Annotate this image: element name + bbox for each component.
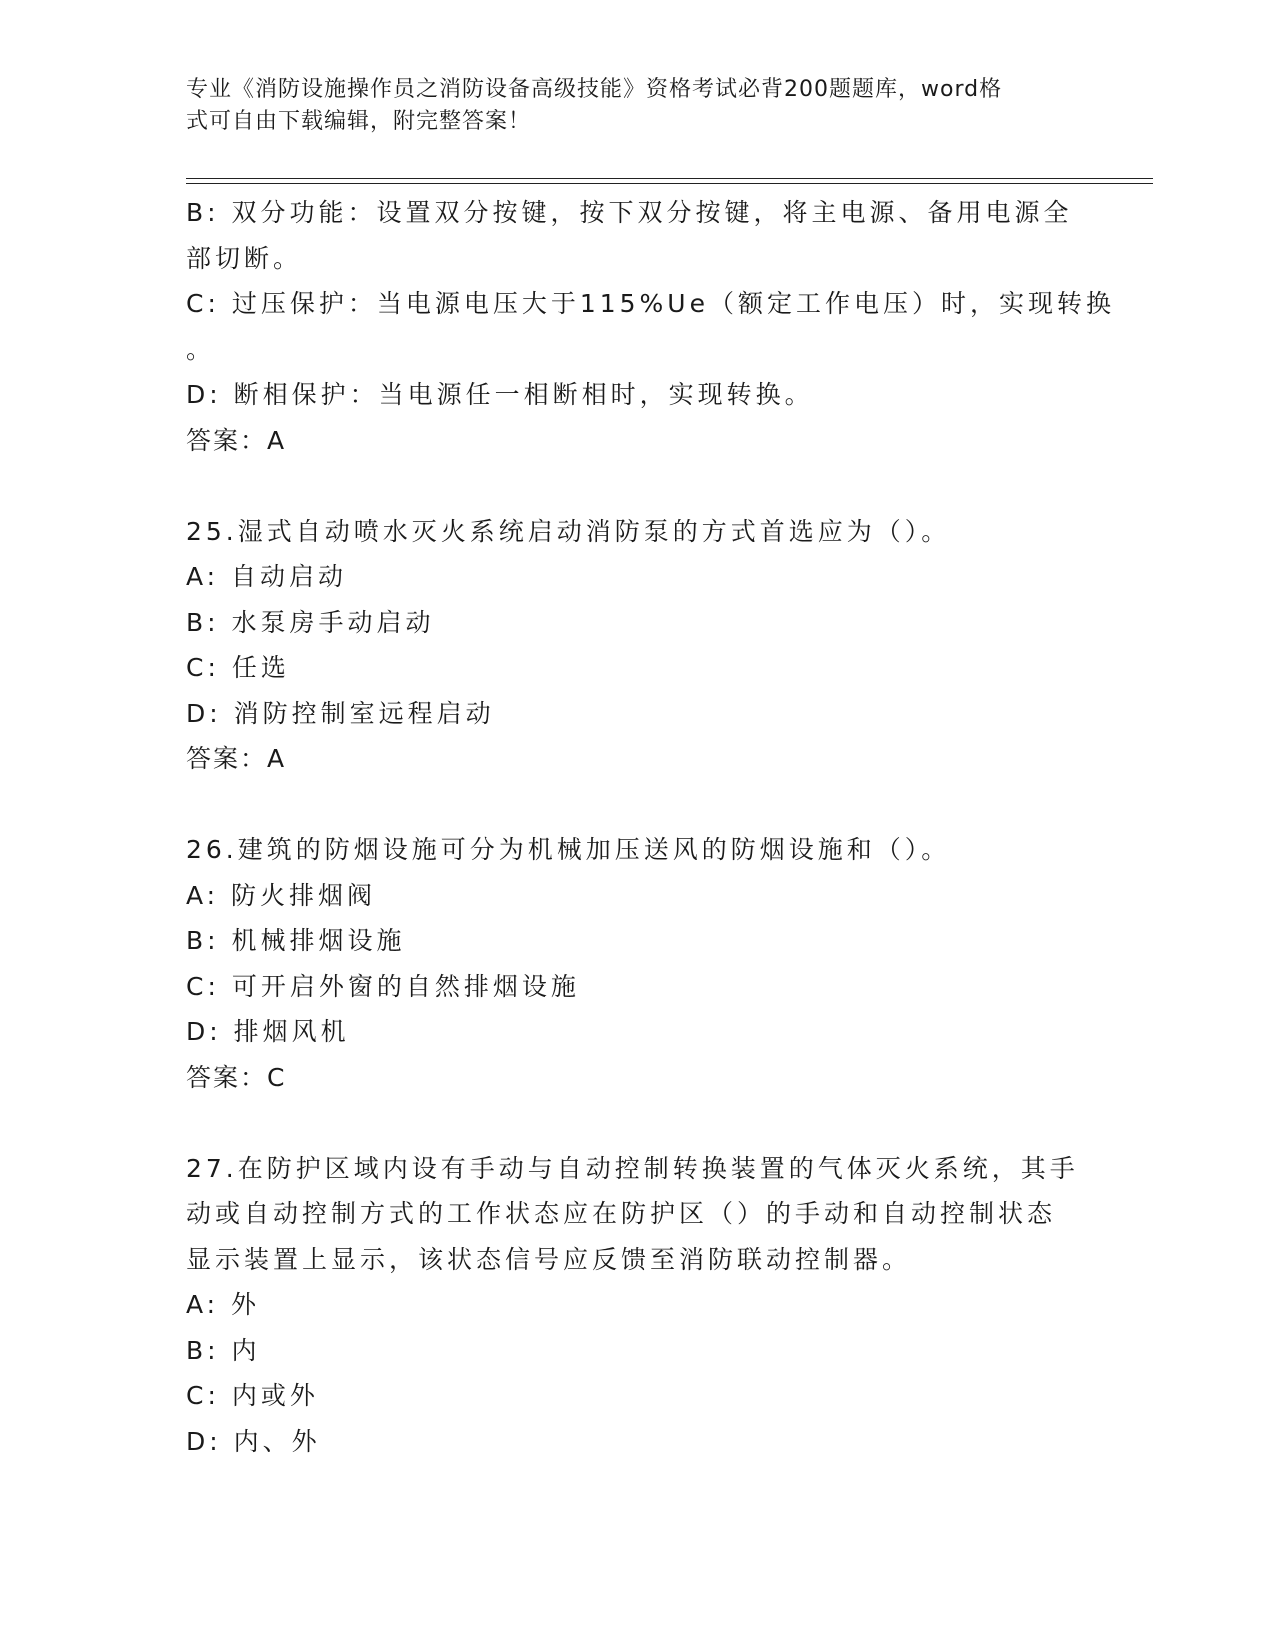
option-b: B: 内	[186, 1335, 261, 1365]
question-27	[186, 1146, 1086, 1465]
option-d: D: 断相保护：当电源任一相断相时，实现转换。	[186, 380, 814, 409]
option-c: C: 任选	[186, 653, 290, 682]
header-line-1: 专业《消防设施操作员之消防设备高级技能》资格考试必背200题题库，word格	[186, 77, 1003, 102]
option-b-line-1: B: 双分功能：设置双分按键，按下双分按键，将主电源、备用电源全	[186, 198, 1073, 227]
header-rule-top	[186, 178, 1153, 179]
option-c-line-2: 。	[186, 334, 216, 364]
question-stem: 25.湿式自动喷水灭火系统启动消防泵的方式首选应为（）。	[186, 516, 951, 546]
document-header	[186, 74, 1066, 138]
answer-label: 答案：A	[186, 425, 287, 455]
option-a: A: 外	[186, 1290, 261, 1319]
option-d: D: 内、外	[186, 1426, 321, 1456]
option-d: D: 排烟风机	[186, 1017, 350, 1046]
option-b: B: 机械排烟设施	[186, 926, 406, 955]
prev-question-block	[186, 190, 1115, 463]
answer-label: 答案：A	[186, 744, 287, 773]
header-line-2: 式可自由下载编辑，附完整答案！	[186, 109, 532, 134]
option-b-line-2: 部切断。	[186, 243, 303, 273]
option-d: D: 消防控制室远程启动	[186, 698, 495, 728]
question-stem: 26.建筑的防烟设施可分为机械加压送风的防烟设施和（）。	[186, 835, 951, 864]
question-content	[186, 190, 1115, 1464]
question-stem-line-1: 27.在防护区域内设有手动与自动控制转换装置的气体灭火系统，其手	[186, 1153, 1079, 1183]
question-stem-line-2: 动或自动控制方式的工作状态应在防护区（）的手动和自动控制状态	[186, 1199, 1057, 1228]
answer-label: 答案：C	[186, 1062, 287, 1092]
header-rule-bottom	[186, 183, 1153, 184]
option-c: C: 内或外	[186, 1381, 319, 1410]
option-b: B: 水泵房手动启动	[186, 607, 435, 637]
question-26	[186, 827, 1086, 1100]
option-a: A: 防火排烟阀	[186, 880, 377, 910]
option-a: A: 自动启动	[186, 562, 348, 591]
question-stem-line-3: 显示装置上显示，该状态信号应反馈至消防联动控制器。	[186, 1244, 912, 1274]
question-25	[186, 509, 1086, 782]
option-c-line-1: C: 过压保护：当电源电压大于115%Ue（额定工作电压）时，实现转换	[186, 289, 1115, 318]
option-c: C: 可开启外窗的自然排烟设施	[186, 971, 580, 1001]
